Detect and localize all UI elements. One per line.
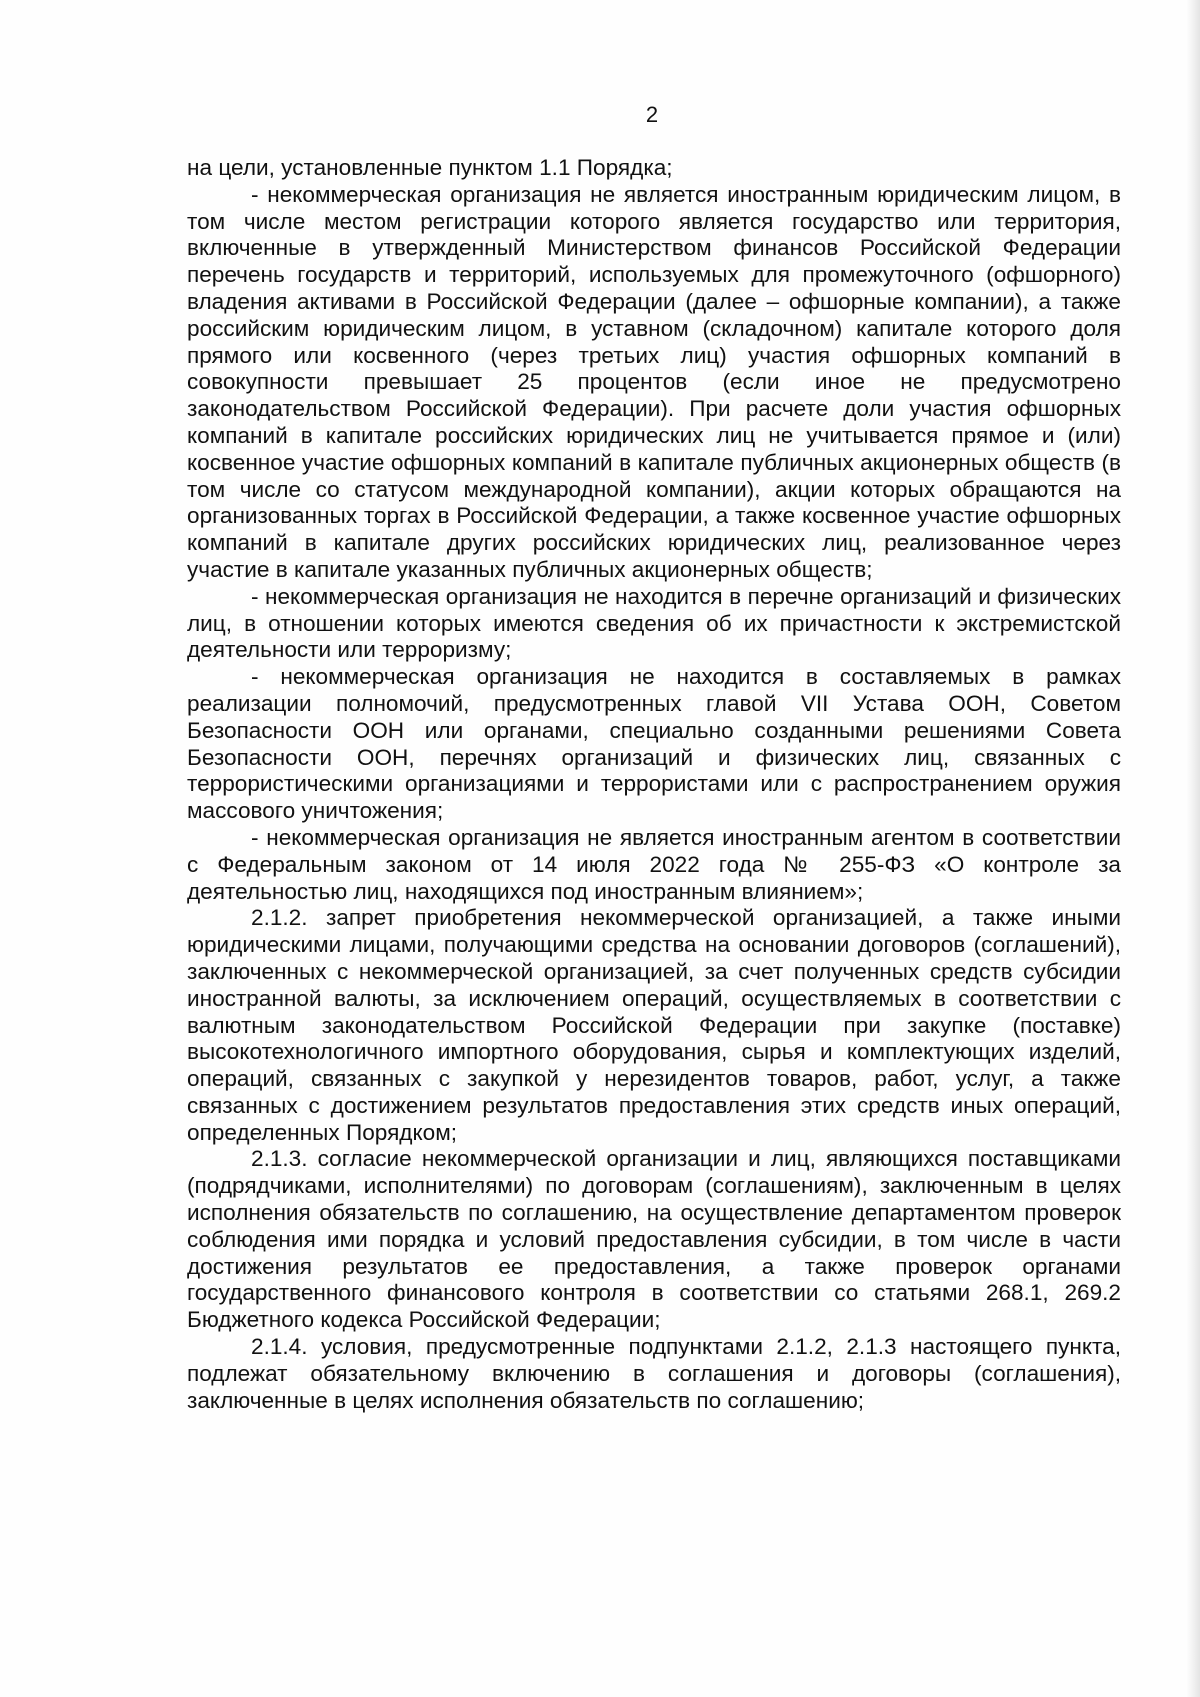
- paragraph-2-1-2: 2.1.2. запрет приобретения некоммерческой организацией, а также иными юридическими лицами, получающими средства на основании договоров (соглашений), заключенных с некоммерческой организацией, за счет полученных средств субсидии иностранной валюты, за исключением операций, осуществляемых в соответствии с валютным законодательством Российской Федерации при закупке (поставке) высокотехнологичного импортного оборудования, сырья и комплектующих изделий, операций, связанных с закупкой у нерезидентов товаров, работ, услуг, а также связанных с достижением результатов предоставления этих средств иных операций, определенных Порядком;: [187, 905, 1121, 1145]
- paragraph-continuation: на цели, установленные пунктом 1.1 Порядка;: [187, 155, 673, 180]
- paragraph-2-1-3: 2.1.3. согласие некоммерческой организации и лиц, являющихся поставщиками (подрядчиками, исполнителями) по договорам (соглашениям), заключенным в целях исполнения обязательств по соглашению, на осуществление департаментом проверок соблюдения ими порядка и условий предоставления субсидии, в том числе в части достижения результатов ее предоставления, а также проверок органами государственного финансового контроля в соответствии со статьями 268.1, 269.2 Бюджетного кодекса Российской Федерации;: [187, 1146, 1121, 1333]
- scan-edge-shadow: [1186, 0, 1200, 1697]
- paragraph-un-list-condition: - некоммерческая организация не находится в составляемых в рамках реализации полномочий, предусмотренных главой VII Устава ООН, Советом Безопасности ООН или органами, специально созданными решениями Совета Безопасности ООН, перечнях организаций и физических лиц, связанных с террористическими организациями и террористами или с распространением оружия массового уничтожения;: [187, 664, 1121, 824]
- paragraph-offshore-condition: - некоммерческая организация не является иностранным юридическим лицом, в том числе местом регистрации которого является государство или территория, включенные в утвержденный Министерством финансов Российской Федерации перечень государств и территорий, используемых для промежуточного (офшорного) владения активами в Российской Федерации (далее – офшорные компании), а также российским юридическим лицом, в уставном (складочном) капитале которого доля прямого или косвенного (через третьих лиц) участия офшорных компаний в совокупности превышает 25 процентов (если иное не предусмотрено законодательством Российской Федерации). При расчете доли участия офшорных компаний в капитале российских юридических лиц не учитывается прямое и (или) косвенное участие офшорных компаний в капитале публичных акционерных обществ (в том числе со статусом международной компании), акции которых обращаются на организованных торгах в Российской Федерации, а также косвенное участие офшорных компаний в капитале других российских юридических лиц, реализованное через участие в капитале указанных публичных акционерных обществ;: [187, 181, 1121, 582]
- paragraph-foreign-agent-condition: - некоммерческая организация не является иностранным агентом в соответствии с Федеральным законом от 14 июля 2022 года № 255-ФЗ «О контроле за деятельностью лиц, находящихся под иностранным влиянием»;: [187, 824, 1121, 904]
- document-body: [187, 155, 1121, 1414]
- page-number: 2: [645, 102, 659, 127]
- paragraph-2-1-4: 2.1.4. условия, предусмотренные подпунктами 2.1.2, 2.1.3 настоящего пункта, подлежат обязательному включению в соглашения и договоры (соглашения), заключенные в целях исполнения обязательств по соглашению;: [187, 1334, 1121, 1413]
- paragraph-extremism-condition: - некоммерческая организация не находится в перечне организаций и физических лиц, в отношении которых имеются сведения об их причастности к экстремистской деятельности или терроризму;: [187, 583, 1121, 663]
